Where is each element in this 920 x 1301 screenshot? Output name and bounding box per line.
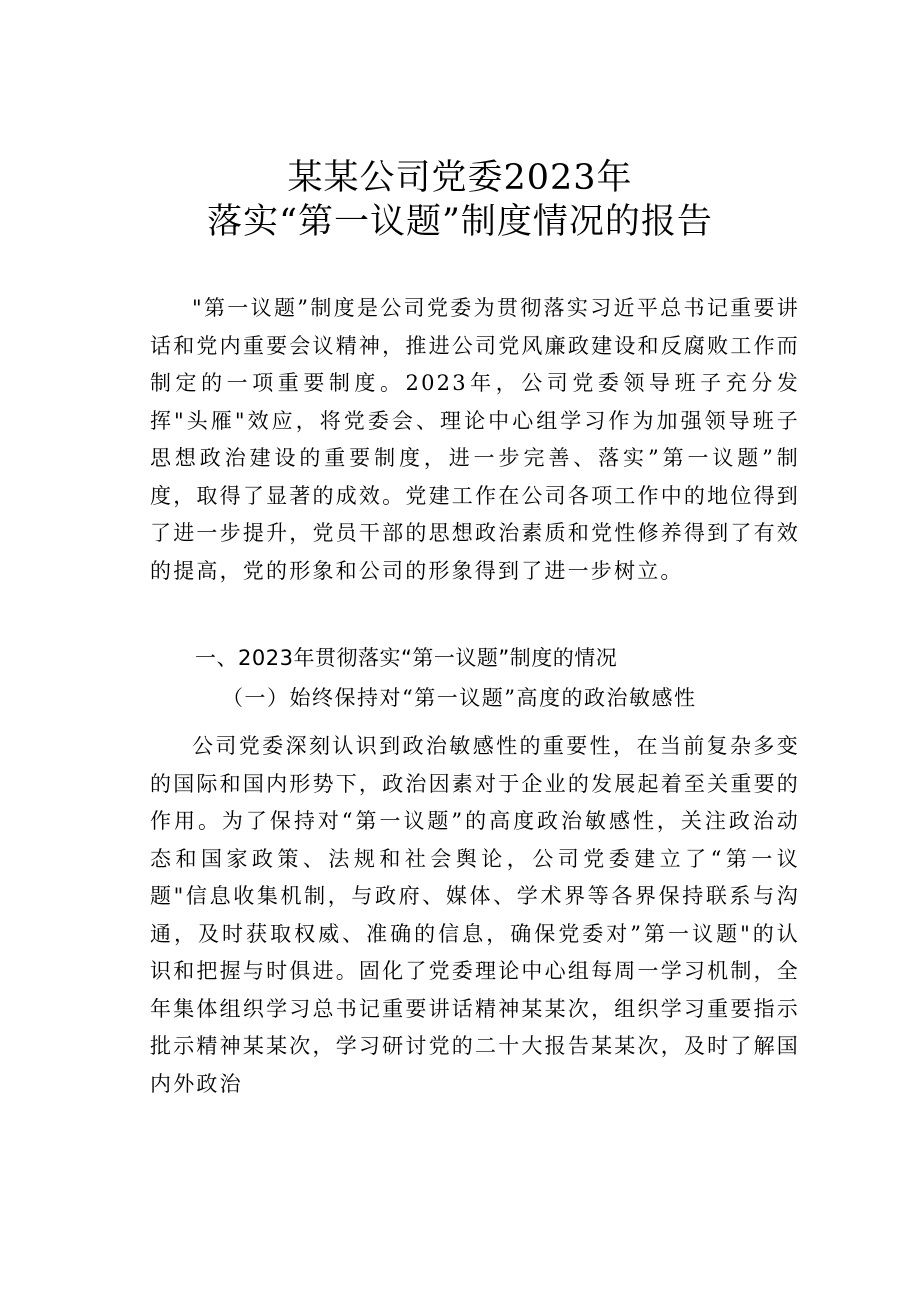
section-1-heading: 一、2023年贯彻落实“第一议题”制度的情况 <box>195 646 618 670</box>
document-title-line-1: 某某公司党委2023年 <box>287 158 633 198</box>
intro-paragraph: "第一议题”制度是公司党委为贯彻落实习近平总书记重要讲话和党内重要会议精神，推进公司党风廉政建设和反腐败工作而制定的一项重要制度。2023年，公司党委领导班子充分发挥"头雁"效应，将党委会、理论中心组学习作为加强领导班子思想政治建设的重要制度，进一步完善、落实”第一议题”制度，取得了显著的成效。党建工作在公司各项工作中的地位得到了进一步提升，党员干部的思想政治素质和党性修养得到了有效的提高，党的形象和公司的形象得到了进一步树立。 <box>150 296 800 583</box>
subsection-1-paragraph: 公司党委深刻认识到政治敏感性的重要性，在当前复杂多变的国际和国内形势下，政治因素对于企业的发展起着至关重要的作用。为了保持对“第一议题”的高度政治敏感性，关注政治动态和国家政策、法规和社会舆论，公司党委建立了“第一议题"信息收集机制，与政府、媒体、学术界等各界保持联系与沟通，及时获取权威、准确的信息，确保党委对”第一议题"的认识和把握与时俱进。固化了党委理论中心组每周一学习机制，全年集体组织学习总书记重要讲话精神某某次，组织学习重要指示批示精神某某次，学习研讨党的二十大报告某某次，及时了解国内外政治 <box>150 734 800 1096</box>
subsection-1-heading: （一）始终保持对“第一议题”高度的政治敏感性 <box>222 686 697 710</box>
document-title-line-2: 落实“第一议题”制度情况的报告 <box>207 202 713 242</box>
